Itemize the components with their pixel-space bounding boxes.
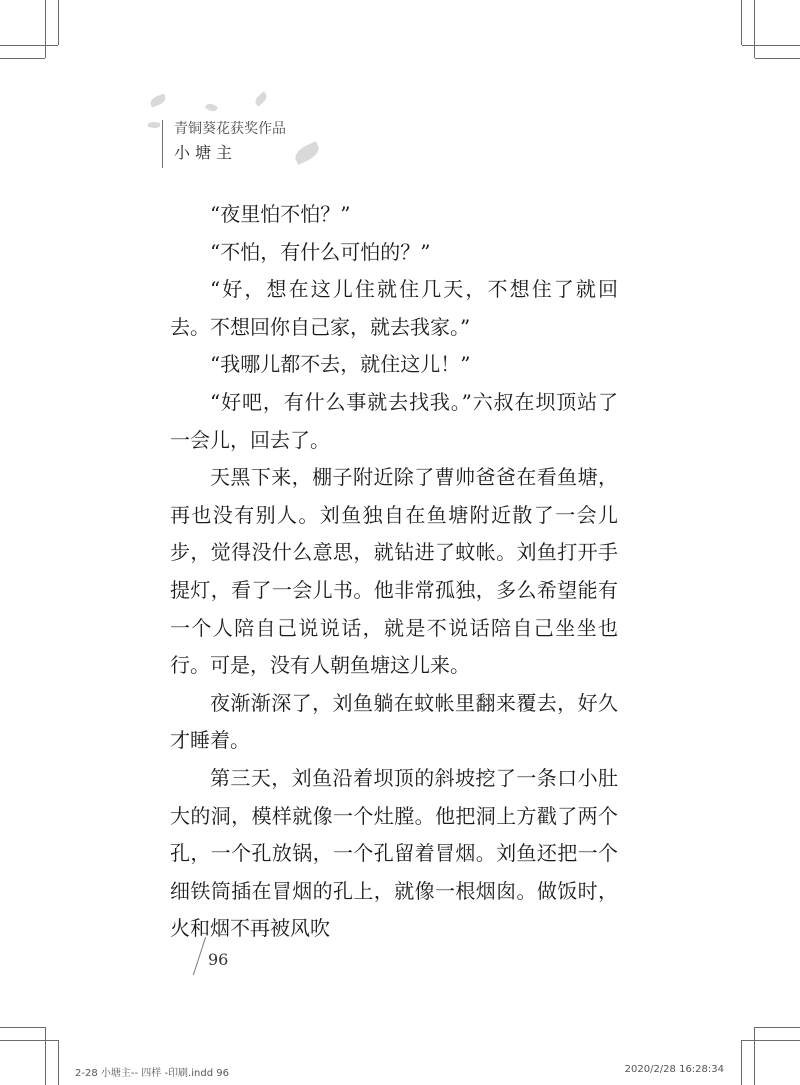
- series-name: 青铜葵花获奖作品: [174, 121, 286, 137]
- paragraph: “我哪儿都不去，就住这儿！”: [210, 352, 471, 377]
- crop-mark: [755, 1027, 800, 1028]
- slug-timestamp: 2020/2/28 16:28:34: [624, 1064, 724, 1075]
- crop-mark: [742, 45, 800, 46]
- crop-mark: [755, 58, 800, 59]
- petal-decoration: [149, 94, 167, 108]
- header-rule: [162, 120, 163, 168]
- crop-mark: [0, 45, 58, 46]
- book-title: 小塘主: [174, 143, 238, 162]
- crop-mark: [754, 0, 755, 58]
- paragraph: 夜渐渐深了，刘鱼躺在蚊帐里翻来覆去，好久才睡着。: [170, 690, 618, 753]
- body-text: [170, 196, 618, 948]
- paragraph: “好，想在这儿住就住几天，不想住了就回去。不想回你自己家，就去我家。”: [170, 277, 618, 339]
- paragraph: “夜里怕不怕？”: [210, 202, 351, 226]
- crop-mark: [0, 1040, 58, 1041]
- running-header: [162, 116, 422, 180]
- crop-mark: [58, 0, 59, 45]
- crop-mark: [741, 0, 742, 45]
- crop-mark: [742, 1040, 800, 1041]
- paragraph: “好吧，有什么事就去找我。”六叔在坝顶站了一会儿，回去了。: [170, 389, 618, 452]
- crop-mark: [741, 1040, 742, 1085]
- crop-mark: [0, 58, 45, 59]
- crop-mark: [754, 1027, 755, 1085]
- petal-decoration: [205, 102, 218, 114]
- crop-mark: [0, 1027, 45, 1028]
- crop-mark: [58, 1040, 59, 1085]
- slug-file-name: 2-28 小塘主-- 四样 -印刷.indd 96: [75, 1068, 229, 1079]
- paragraph: 第三天，刘鱼沿着坝顶的斜坡挖了一条口小肚大的洞，模样就像一个灶膛。他把洞上方戳了两个孔，一个孔放锅，一个孔留着冒烟。刘鱼还把一个细铁筒插在冒烟的孔上，就像一根烟囱。做饭时，火和烟不再被风吹: [170, 765, 618, 941]
- paragraph: 天黑下来，棚子附近除了曹帅爸爸在看鱼塘，再也没有别人。刘鱼独自在鱼塘附近散了一会儿步，觉得没什么意思，就钻进了蚊帐。刘鱼打开手提灯，看了一会儿书。他非常孤独，多么希望能有一个人陪自己说说话，就是不说话陪自己坐坐也行。可是，没有人朝鱼塘这儿来。: [170, 465, 618, 678]
- page-number: 96: [208, 950, 229, 969]
- paragraph: “不怕，有什么可怕的？”: [210, 239, 431, 264]
- petal-decoration: [148, 121, 161, 129]
- petal-decoration: [253, 91, 269, 106]
- crop-mark: [45, 1027, 46, 1085]
- crop-mark: [45, 0, 46, 58]
